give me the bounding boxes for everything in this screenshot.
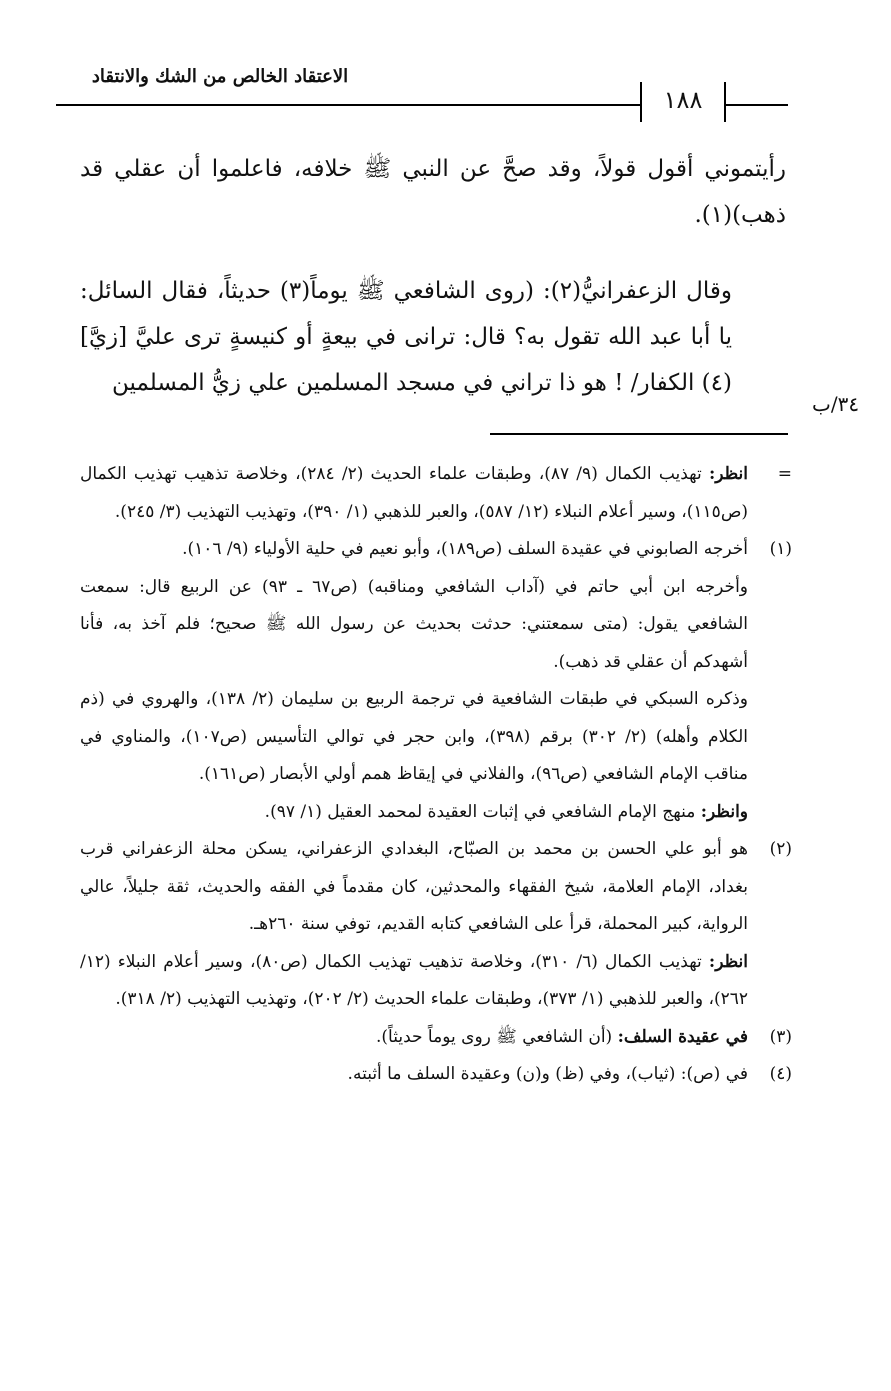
footnote-text — [80, 1056, 748, 1094]
footnote-paragraph — [80, 456, 748, 531]
footnote-mark: (١) — [769, 539, 792, 559]
footnote-2 — [80, 831, 792, 944]
footnotes — [80, 456, 792, 1094]
footnote-paragraph — [80, 944, 748, 1019]
manuscript-folio-marker: ٣٤/ب — [812, 392, 860, 416]
footnote-paragraph: أخرجه الصابوني في عقيدة السلف (ص١٨٩)، وأبو نعيم في حلية الأولياء (٩/ ١٠٦). — [182, 539, 748, 559]
footnote-mark: (٤) — [769, 1064, 792, 1084]
footnote-4 — [80, 1056, 792, 1094]
page-number: ١٨٨ — [663, 86, 703, 114]
footnote-label: وانظر: — [700, 801, 748, 822]
body-paragraph-1-text: رأيتموني أقول قولاً، وقد صحَّ عن النبي ﷺ خلافه، فاعلموا أن عقلي قد ذهب)(١). — [80, 156, 786, 228]
footnote-text — [80, 1019, 748, 1057]
footnote-text — [80, 944, 748, 1019]
footnote-text — [80, 531, 748, 569]
footnote-text — [80, 456, 748, 531]
footnote-body: تهذيب الكمال (٦/ ٣١٠)، وخلاصة تذهيب تهذيب الكمال (ص٨٠)، وسير أعلام النبلاء (١٢/ ٢٦٢)، والعبر للذهبي (١/ ٣٧٣)، وطبقات علماء الحديث (٢/ ٢٠٢)، وتهذيب التهذيب (٢/ ٣١٨). — [80, 951, 748, 1009]
footnote-separator — [490, 433, 788, 435]
footnote-1-continued — [80, 569, 792, 832]
running-header-title: الاعتقاد الخالص من الشك والانتقاد — [91, 66, 349, 87]
footnote-text — [80, 569, 748, 832]
footnote-paragraph — [80, 1019, 748, 1057]
footnote-paragraph: هو أبو علي الحسن بن محمد بن الصبّاح، البغدادي الزعفراني، يسكن محلة الزعفراني قرب بغداد، الإمام العلامة، شيخ الفقهاء والمحدثين، كان مقدماً في الفقه والحديث، ثقة جليلاً، عالي الرواية، كبير المحملة، قرأ على الشافعي كتابه القديم، توفي سنة ٢٦٠هـ. — [80, 839, 749, 934]
header-rule-left — [56, 104, 640, 106]
header-tick-right — [724, 82, 726, 122]
footnote-mark: (٢) — [769, 839, 792, 859]
footnote-paragraph: في (ص): (ثياب)، وفي (ظ) و(ن) وعقيدة السلف ما أثبته. — [347, 1064, 748, 1084]
footnote-mark: = — [777, 464, 792, 484]
footnote-body: تهذيب الكمال (٩/ ٨٧)، وطبقات علماء الحديث (٢/ ٢٨٤)، وخلاصة تذهيب تهذيب الكمال (ص١١٥)، وسير أعلام النبلاء (١٢/ ٥٨٧)، والعبر للذهبي (١/ ٣٩٠)، وتهذيب التهذيب (٣/ ٢٤٥). — [80, 464, 748, 522]
footnote-text — [80, 831, 748, 944]
footnote-1 — [80, 531, 792, 569]
body-paragraph-1 — [80, 146, 786, 238]
footnote-paragraph: وذكره السبكي في طبقات الشافعية في ترجمة الربيع بن سليمان (٢/ ١٣٨)، والهروي في (ذم الكلام وأهله) (٢/ ٣٠٢) برقم (٣٩٨)، وابن حجر في توالي التأسيس (ص١٠٧)، والمناوي في مناقب الإمام الشافعي (ص٩٦)، والفلاني في إيقاظ همم أولي الأبصار (ص١٦١). — [80, 689, 749, 784]
footnote-mark: (٣) — [769, 1026, 792, 1047]
header-rule-right — [726, 104, 788, 106]
footnote-body: منهج الإمام الشافعي في إثبات العقيدة لمحمد العقيل (١/ ٩٧). — [264, 801, 701, 822]
footnote-label: في عقيدة السلف: — [617, 1026, 748, 1047]
footnote-label: انظر: — [708, 464, 748, 484]
footnote-2-continued — [80, 944, 792, 1019]
footnote-3 — [80, 1019, 792, 1057]
footnote-continuation — [80, 456, 792, 531]
footnote-paragraph: وأخرجه ابن أبي حاتم في (آداب الشافعي ومناقبه) (ص٦٧ ـ ٩٣) عن الربيع قال: سمعت الشافعي يقول: (متى سمعتني: حدثت بحديث عن رسول الله ﷺ صحيح؛ فلم آخذ به، فأنا أشهدكم أن عقلي قد ذهب). — [80, 576, 748, 672]
footnote-body: (أن الشافعي ﷺ روى يوماً حديثاً). — [376, 1026, 618, 1047]
footnote-paragraph — [80, 794, 748, 832]
body-paragraph-2 — [80, 268, 786, 406]
footnote-label: انظر: — [708, 951, 748, 972]
body-paragraph-2-text: وقال الزعفرانيُّ(٢): (روى الشافعي ﷺ يوماً(٣) حديثاً، فقال السائل: يا أبا عبد الله تقول به؟ قال: ترانى في بيعةٍ أو كنيسةٍ ترى عليَّ [زيَّ](٤) الكفار/ ! هو ذا تراني في مسجد المسلمين علي زيُّ المسلمين — [80, 278, 732, 396]
